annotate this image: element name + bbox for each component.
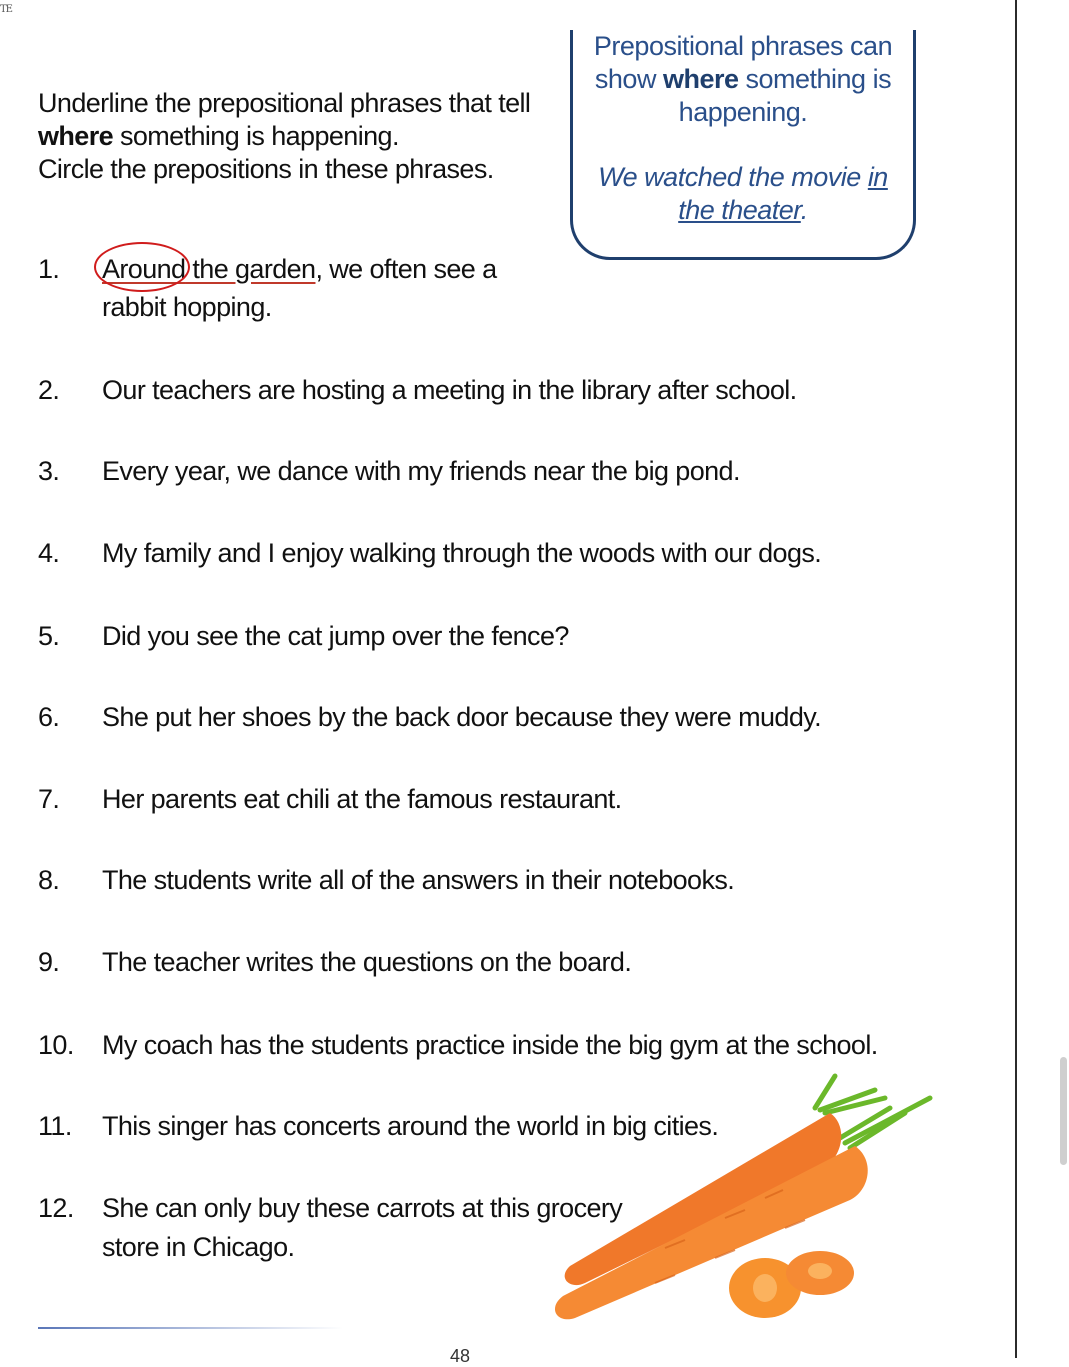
underlined-phrase: the garden (185, 254, 316, 284)
question-text: My coach has the students practice inside the big gym at the school. (102, 1030, 878, 1060)
question-text-rest: , we often see a (315, 254, 497, 284)
question-number: 12. (38, 1193, 74, 1223)
instruction-line-1: Underline the prepositional phrases that tell (38, 88, 531, 118)
question-number: 8. (38, 865, 60, 895)
question-text: rabbit hopping. (102, 292, 272, 322)
info-text-where: where (662, 64, 739, 94)
corner-mark: TE (0, 4, 12, 15)
question-number: 4. (38, 538, 60, 568)
question-number: 5. (38, 621, 60, 651)
question-text: Our teachers are hosting a meeting in the library after school. (102, 375, 797, 405)
question-number: 10. (38, 1030, 74, 1060)
question-text: Her parents eat chili at the famous restaurant. (102, 784, 622, 814)
question-text: She put her shoes by the back door because they were muddy. (102, 702, 822, 732)
question-text: Did you see the cat jump over the fence? (102, 621, 569, 651)
question-text: My family and I enjoy walking through the woods with our dogs. (102, 538, 822, 568)
question-number: 9. (38, 947, 60, 977)
question-text: Every year, we dance with my friends near the big pond. (102, 456, 740, 486)
page-number: 48 (450, 1346, 471, 1366)
instruction-line-2-rest: something is happening. (113, 121, 399, 151)
question-number: 3. (38, 456, 60, 486)
carrot-slices-icon (729, 1251, 854, 1318)
instruction-where: where (38, 121, 114, 151)
info-example-end: . (800, 195, 808, 225)
question-number: 2. (38, 375, 60, 405)
question-text: The students write all of the answers in their notebooks. (102, 865, 735, 895)
question-text: The teacher writes the questions on the board. (102, 947, 632, 977)
question-number: 6. (38, 702, 60, 732)
info-example-underlined: in the theater (678, 162, 888, 225)
question-number: 11. (38, 1111, 72, 1141)
info-example-plain: We watched the movie (598, 162, 868, 192)
question-number: 7. (38, 784, 60, 814)
instruction-line-3: Circle the prepositions in these phrases. (38, 154, 494, 184)
carrot-illustration (545, 1068, 945, 1328)
question-number: 1. (38, 254, 60, 284)
info-text-start: Prepositional phrases can show (593, 31, 893, 94)
scrollbar-thumb[interactable] (1060, 1057, 1067, 1165)
preposition-circle (94, 242, 190, 292)
question-text: store in Chicago. (102, 1232, 295, 1262)
circled-preposition: Around (102, 254, 186, 284)
question-text: She can only buy these carrots at this grocery (102, 1193, 623, 1223)
info-text-end: something is happening. (678, 64, 892, 127)
footer-divider (38, 1327, 343, 1329)
question-text: This singer has concerts around the world in big cities. (102, 1111, 719, 1141)
